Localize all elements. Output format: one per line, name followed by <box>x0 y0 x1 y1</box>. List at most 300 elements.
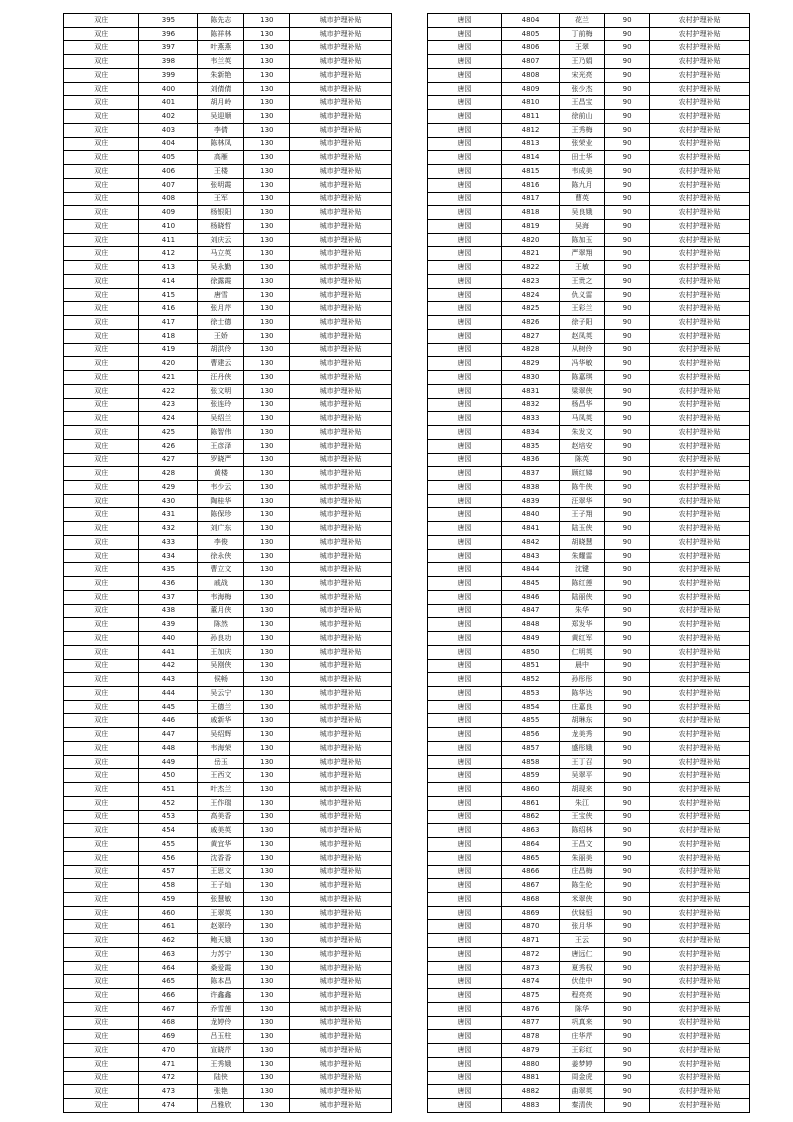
subsidy-type-cell: 城市护理补贴 <box>290 371 392 385</box>
amount-cell: 90 <box>605 151 650 165</box>
serial-number-cell: 396 <box>139 27 198 41</box>
amount-cell: 130 <box>244 975 290 989</box>
village-cell: 唐园 <box>428 796 502 810</box>
subsidy-type-cell: 城市护理补贴 <box>290 439 392 453</box>
person-name-cell: 张月芹 <box>198 302 244 316</box>
village-cell: 双庄 <box>64 247 139 261</box>
person-name-cell: 王西文 <box>198 769 244 783</box>
table-row <box>64 357 392 371</box>
subsidy-type-cell: 城市护理补贴 <box>290 865 392 879</box>
table-row <box>64 192 392 206</box>
subsidy-type-cell: 城市护理补贴 <box>290 920 392 934</box>
person-name-cell: 王翠英 <box>198 906 244 920</box>
subsidy-type-cell: 农村护理补贴 <box>650 384 750 398</box>
village-cell: 唐园 <box>428 947 502 961</box>
village-cell: 唐园 <box>428 426 502 440</box>
village-cell: 唐园 <box>428 439 502 453</box>
person-name-cell: 王贵之 <box>560 274 605 288</box>
subsidy-type-cell: 城市护理补贴 <box>290 41 392 55</box>
village-cell: 双庄 <box>64 220 139 234</box>
village-cell: 唐园 <box>428 96 502 110</box>
subsidy-type-cell: 城市护理补贴 <box>290 233 392 247</box>
village-cell: 双庄 <box>64 659 139 673</box>
village-cell: 双庄 <box>64 178 139 192</box>
serial-number-cell: 4813 <box>502 137 560 151</box>
table-row <box>64 467 392 481</box>
table-row <box>428 783 750 797</box>
subsidy-type-cell: 城市护理补贴 <box>290 494 392 508</box>
serial-number-cell: 447 <box>139 728 198 742</box>
village-cell: 双庄 <box>64 522 139 536</box>
village-cell: 双庄 <box>64 618 139 632</box>
person-name-cell: 马立英 <box>198 247 244 261</box>
subsidy-type-cell: 农村护理补贴 <box>650 178 750 192</box>
subsidy-type-cell: 农村护理补贴 <box>650 632 750 646</box>
table-row <box>64 659 392 673</box>
amount-cell: 130 <box>244 206 290 220</box>
subsidy-type-cell: 农村护理补贴 <box>650 522 750 536</box>
subsidy-type-cell: 农村护理补贴 <box>650 467 750 481</box>
serial-number-cell: 422 <box>139 384 198 398</box>
serial-number-cell: 4883 <box>502 1099 560 1113</box>
village-cell: 唐园 <box>428 1044 502 1058</box>
subsidy-type-cell: 城市护理补贴 <box>290 27 392 41</box>
person-name-cell: 朱新艳 <box>198 68 244 82</box>
table-row <box>428 577 750 591</box>
subsidy-type-cell: 城市护理补贴 <box>290 989 392 1003</box>
serial-number-cell: 404 <box>139 137 198 151</box>
village-cell: 唐园 <box>428 810 502 824</box>
table-row <box>428 1057 750 1071</box>
village-cell: 双庄 <box>64 1044 139 1058</box>
village-cell: 双庄 <box>64 865 139 879</box>
table-row <box>428 1099 750 1113</box>
subsidy-type-cell: 城市护理补贴 <box>290 343 392 357</box>
village-cell: 双庄 <box>64 27 139 41</box>
amount-cell: 90 <box>605 1085 650 1099</box>
person-name-cell: 朱耀雷 <box>560 549 605 563</box>
subsidy-type-cell: 城市护理补贴 <box>290 288 392 302</box>
subsidy-type-cell: 城市护理补贴 <box>290 741 392 755</box>
serial-number-cell: 416 <box>139 302 198 316</box>
subsidy-type-cell: 城市护理补贴 <box>290 14 392 28</box>
village-cell: 唐园 <box>428 82 502 96</box>
amount-cell: 90 <box>605 494 650 508</box>
person-name-cell: 胡月岭 <box>198 96 244 110</box>
subsidy-type-cell: 城市护理补贴 <box>290 123 392 137</box>
person-name-cell: 吴迎顺 <box>198 110 244 124</box>
amount-cell: 90 <box>605 1030 650 1044</box>
amount-cell: 130 <box>244 796 290 810</box>
table-row <box>428 261 750 275</box>
table-row <box>64 110 392 124</box>
table-row <box>64 645 392 659</box>
person-name-cell: 陈智伟 <box>198 426 244 440</box>
serial-number-cell: 4843 <box>502 549 560 563</box>
village-cell: 双庄 <box>64 1057 139 1071</box>
subsidy-type-cell: 城市护理补贴 <box>290 645 392 659</box>
village-cell: 双庄 <box>64 1071 139 1085</box>
person-name-cell: 秦清侠 <box>560 1099 605 1113</box>
amount-cell: 130 <box>244 673 290 687</box>
village-cell: 双庄 <box>64 137 139 151</box>
subsidy-type-cell: 农村护理补贴 <box>650 82 750 96</box>
village-cell: 双庄 <box>64 68 139 82</box>
serial-number-cell: 419 <box>139 343 198 357</box>
person-name-cell: 曹建云 <box>198 357 244 371</box>
village-cell: 唐园 <box>428 494 502 508</box>
village-cell: 唐园 <box>428 824 502 838</box>
serial-number-cell: 418 <box>139 329 198 343</box>
person-name-cell: 徐士德 <box>198 316 244 330</box>
table-row <box>64 838 392 852</box>
amount-cell: 130 <box>244 68 290 82</box>
amount-cell: 90 <box>605 384 650 398</box>
table-row <box>64 151 392 165</box>
serial-number-cell: 441 <box>139 645 198 659</box>
village-cell: 双庄 <box>64 879 139 893</box>
village-cell: 双庄 <box>64 206 139 220</box>
amount-cell: 90 <box>605 480 650 494</box>
amount-cell: 130 <box>244 865 290 879</box>
subsidy-type-cell: 农村护理补贴 <box>650 110 750 124</box>
serial-number-cell: 4807 <box>502 55 560 69</box>
village-cell: 双庄 <box>64 961 139 975</box>
village-cell: 唐园 <box>428 618 502 632</box>
serial-number-cell: 4851 <box>502 659 560 673</box>
person-name-cell: 陈绍林 <box>560 824 605 838</box>
amount-cell: 90 <box>605 14 650 28</box>
serial-number-cell: 401 <box>139 96 198 110</box>
serial-number-cell: 446 <box>139 714 198 728</box>
serial-number-cell: 412 <box>139 247 198 261</box>
subsidy-type-cell: 农村护理补贴 <box>650 1030 750 1044</box>
table-row <box>64 453 392 467</box>
table-row <box>428 618 750 632</box>
amount-cell: 90 <box>605 906 650 920</box>
amount-cell: 130 <box>244 947 290 961</box>
serial-number-cell: 424 <box>139 412 198 426</box>
serial-number-cell: 4821 <box>502 247 560 261</box>
person-name-cell: 伏佳中 <box>560 975 605 989</box>
village-cell: 唐园 <box>428 1030 502 1044</box>
amount-cell: 130 <box>244 110 290 124</box>
village-cell: 唐园 <box>428 110 502 124</box>
table-row <box>428 535 750 549</box>
person-name-cell: 朱发文 <box>560 426 605 440</box>
amount-cell: 130 <box>244 1071 290 1085</box>
subsidy-type-cell: 城市护理补贴 <box>290 673 392 687</box>
village-cell: 双庄 <box>64 316 139 330</box>
village-cell: 唐园 <box>428 893 502 907</box>
person-name-cell: 王秀梅 <box>560 123 605 137</box>
village-cell: 唐园 <box>428 357 502 371</box>
amount-cell: 90 <box>605 700 650 714</box>
serial-number-cell: 4839 <box>502 494 560 508</box>
serial-number-cell: 4870 <box>502 920 560 934</box>
table-row <box>428 329 750 343</box>
subsidy-type-cell: 农村护理补贴 <box>650 810 750 824</box>
table-row <box>64 426 392 440</box>
person-name-cell: 王宝侠 <box>560 810 605 824</box>
amount-cell: 130 <box>244 316 290 330</box>
person-name-cell: 岳玉 <box>198 755 244 769</box>
serial-number-cell: 444 <box>139 686 198 700</box>
serial-number-cell: 4866 <box>502 865 560 879</box>
person-name-cell: 吴云宁 <box>198 686 244 700</box>
serial-number-cell: 4826 <box>502 316 560 330</box>
table-row <box>428 522 750 536</box>
serial-number-cell: 457 <box>139 865 198 879</box>
amount-cell: 90 <box>605 824 650 838</box>
village-cell: 唐园 <box>428 220 502 234</box>
person-name-cell: 刘倩倩 <box>198 82 244 96</box>
amount-cell: 130 <box>244 741 290 755</box>
person-name-cell: 王彩红 <box>560 1044 605 1058</box>
person-name-cell: 王楼 <box>198 165 244 179</box>
serial-number-cell: 468 <box>139 1016 198 1030</box>
person-name-cell: 唐远仁 <box>560 947 605 961</box>
person-name-cell: 张月华 <box>560 920 605 934</box>
amount-cell: 90 <box>605 412 650 426</box>
serial-number-cell: 4831 <box>502 384 560 398</box>
table-row <box>64 989 392 1003</box>
village-cell: 双庄 <box>64 535 139 549</box>
serial-number-cell: 4859 <box>502 769 560 783</box>
person-name-cell: 吴永勤 <box>198 261 244 275</box>
village-cell: 唐园 <box>428 302 502 316</box>
serial-number-cell: 472 <box>139 1071 198 1085</box>
serial-number-cell: 420 <box>139 357 198 371</box>
subsidy-type-cell: 城市护理补贴 <box>290 151 392 165</box>
subsidy-type-cell: 农村护理补贴 <box>650 302 750 316</box>
serial-number-cell: 4835 <box>502 439 560 453</box>
village-cell: 双庄 <box>64 371 139 385</box>
subsidy-type-cell: 城市护理补贴 <box>290 522 392 536</box>
village-cell: 唐园 <box>428 741 502 755</box>
subsidy-table-right-body <box>428 14 750 1113</box>
serial-number-cell: 4874 <box>502 975 560 989</box>
subsidy-type-cell: 农村护理补贴 <box>650 824 750 838</box>
village-cell: 唐园 <box>428 975 502 989</box>
person-name-cell: 宋光亮 <box>560 68 605 82</box>
village-cell: 唐园 <box>428 316 502 330</box>
village-cell: 双庄 <box>64 165 139 179</box>
village-cell: 双庄 <box>64 261 139 275</box>
person-name-cell: 杨晓哲 <box>198 220 244 234</box>
subsidy-type-cell: 城市护理补贴 <box>290 192 392 206</box>
village-cell: 双庄 <box>64 645 139 659</box>
amount-cell: 130 <box>244 55 290 69</box>
serial-number-cell: 4817 <box>502 192 560 206</box>
serial-number-cell: 4844 <box>502 563 560 577</box>
amount-cell: 130 <box>244 934 290 948</box>
village-cell: 双庄 <box>64 453 139 467</box>
person-name-cell: 王秀娥 <box>198 1057 244 1071</box>
serial-number-cell: 4840 <box>502 508 560 522</box>
village-cell: 双庄 <box>64 426 139 440</box>
village-cell: 双庄 <box>64 934 139 948</box>
person-name-cell: 梁翠侠 <box>560 384 605 398</box>
serial-number-cell: 421 <box>139 371 198 385</box>
table-row <box>64 893 392 907</box>
table-row <box>428 165 750 179</box>
village-cell: 唐园 <box>428 14 502 28</box>
village-cell: 双庄 <box>64 590 139 604</box>
amount-cell: 130 <box>244 329 290 343</box>
serial-number-cell: 4853 <box>502 686 560 700</box>
person-name-cell: 胡晓慧 <box>560 535 605 549</box>
subsidy-type-cell: 农村护理补贴 <box>650 1016 750 1030</box>
serial-number-cell: 429 <box>139 480 198 494</box>
subsidy-type-cell: 城市护理补贴 <box>290 426 392 440</box>
village-cell: 双庄 <box>64 494 139 508</box>
table-row <box>428 838 750 852</box>
village-cell: 双庄 <box>64 796 139 810</box>
table-row <box>428 686 750 700</box>
person-name-cell: 庄嘉良 <box>560 700 605 714</box>
village-cell: 双庄 <box>64 96 139 110</box>
amount-cell: 130 <box>244 41 290 55</box>
serial-number-cell: 473 <box>139 1085 198 1099</box>
table-row <box>64 865 392 879</box>
table-row <box>428 604 750 618</box>
amount-cell: 90 <box>605 329 650 343</box>
village-cell: 唐园 <box>428 247 502 261</box>
amount-cell: 90 <box>605 577 650 591</box>
serial-number-cell: 4822 <box>502 261 560 275</box>
village-cell: 唐园 <box>428 412 502 426</box>
table-row <box>428 700 750 714</box>
serial-number-cell: 413 <box>139 261 198 275</box>
table-row <box>428 233 750 247</box>
person-name-cell: 徐前山 <box>560 110 605 124</box>
serial-number-cell: 4861 <box>502 796 560 810</box>
village-cell: 唐园 <box>428 508 502 522</box>
subsidy-type-cell: 农村护理补贴 <box>650 27 750 41</box>
person-name-cell: 王加庆 <box>198 645 244 659</box>
subsidy-type-cell: 城市护理补贴 <box>290 769 392 783</box>
village-cell: 唐园 <box>428 535 502 549</box>
person-name-cell: 韦海梅 <box>198 590 244 604</box>
serial-number-cell: 4864 <box>502 838 560 852</box>
person-name-cell: 韦少云 <box>198 480 244 494</box>
person-name-cell: 盛彤娥 <box>560 741 605 755</box>
table-row <box>64 1099 392 1113</box>
amount-cell: 90 <box>605 879 650 893</box>
serial-number-cell: 443 <box>139 673 198 687</box>
table-row <box>428 755 750 769</box>
amount-cell: 130 <box>244 274 290 288</box>
table-row <box>64 480 392 494</box>
amount-cell: 130 <box>244 700 290 714</box>
amount-cell: 130 <box>244 247 290 261</box>
table-row <box>428 728 750 742</box>
subsidy-type-cell: 城市护理补贴 <box>290 261 392 275</box>
subsidy-type-cell: 城市护理补贴 <box>290 577 392 591</box>
subsidy-type-cell: 城市护理补贴 <box>290 480 392 494</box>
table-row <box>64 329 392 343</box>
amount-cell: 130 <box>244 233 290 247</box>
serial-number-cell: 4863 <box>502 824 560 838</box>
subsidy-type-cell: 农村护理补贴 <box>650 728 750 742</box>
amount-cell: 130 <box>244 810 290 824</box>
village-cell: 双庄 <box>64 123 139 137</box>
village-cell: 唐园 <box>428 206 502 220</box>
person-name-cell: 徐露霞 <box>198 274 244 288</box>
table-row <box>428 384 750 398</box>
subsidy-type-cell: 城市护理补贴 <box>290 1030 392 1044</box>
subsidy-type-cell: 城市护理补贴 <box>290 1071 392 1085</box>
person-name-cell: 叶燕燕 <box>198 41 244 55</box>
amount-cell: 90 <box>605 398 650 412</box>
table-row <box>428 96 750 110</box>
person-name-cell: 赵凤英 <box>560 329 605 343</box>
amount-cell: 90 <box>605 920 650 934</box>
amount-cell: 90 <box>605 1099 650 1113</box>
subsidy-type-cell: 农村护理补贴 <box>650 934 750 948</box>
table-row <box>64 343 392 357</box>
person-name-cell: 陈九月 <box>560 178 605 192</box>
subsidy-type-cell: 农村护理补贴 <box>650 68 750 82</box>
subsidy-type-cell: 农村护理补贴 <box>650 371 750 385</box>
subsidy-type-cell: 城市护理补贴 <box>290 947 392 961</box>
village-cell: 唐园 <box>428 137 502 151</box>
village-cell: 双庄 <box>64 274 139 288</box>
person-name-cell: 陈保珍 <box>198 508 244 522</box>
amount-cell: 130 <box>244 453 290 467</box>
village-cell: 唐园 <box>428 398 502 412</box>
serial-number-cell: 434 <box>139 549 198 563</box>
serial-number-cell: 4812 <box>502 123 560 137</box>
table-row <box>64 96 392 110</box>
village-cell: 双庄 <box>64 82 139 96</box>
serial-number-cell: 400 <box>139 82 198 96</box>
table-row <box>64 796 392 810</box>
person-name-cell: 王子翔 <box>560 508 605 522</box>
serial-number-cell: 403 <box>139 123 198 137</box>
table-row <box>64 384 392 398</box>
village-cell: 双庄 <box>64 357 139 371</box>
serial-number-cell: 407 <box>139 178 198 192</box>
person-name-cell: 孙彤彤 <box>560 673 605 687</box>
table-row <box>428 796 750 810</box>
serial-number-cell: 442 <box>139 659 198 673</box>
village-cell: 唐园 <box>428 233 502 247</box>
serial-number-cell: 430 <box>139 494 198 508</box>
serial-number-cell: 4877 <box>502 1016 560 1030</box>
person-name-cell: 陈祥林 <box>198 27 244 41</box>
person-name-cell: 王昌文 <box>560 838 605 852</box>
subsidy-type-cell: 城市护理补贴 <box>290 1099 392 1113</box>
table-row <box>64 755 392 769</box>
person-name-cell: 陈红莲 <box>560 577 605 591</box>
village-cell: 双庄 <box>64 1016 139 1030</box>
serial-number-cell: 4825 <box>502 302 560 316</box>
subsidy-type-cell: 农村护理补贴 <box>650 165 750 179</box>
village-cell: 双庄 <box>64 41 139 55</box>
table-row <box>64 618 392 632</box>
person-name-cell: 吴绍辉 <box>198 728 244 742</box>
table-row <box>428 151 750 165</box>
serial-number-cell: 4869 <box>502 906 560 920</box>
village-cell: 唐园 <box>428 178 502 192</box>
person-name-cell: 吕雅欣 <box>198 1099 244 1113</box>
amount-cell: 90 <box>605 165 650 179</box>
person-name-cell: 陈加玉 <box>560 233 605 247</box>
person-name-cell: 王敏 <box>560 261 605 275</box>
subsidy-type-cell: 城市护理补贴 <box>290 838 392 852</box>
